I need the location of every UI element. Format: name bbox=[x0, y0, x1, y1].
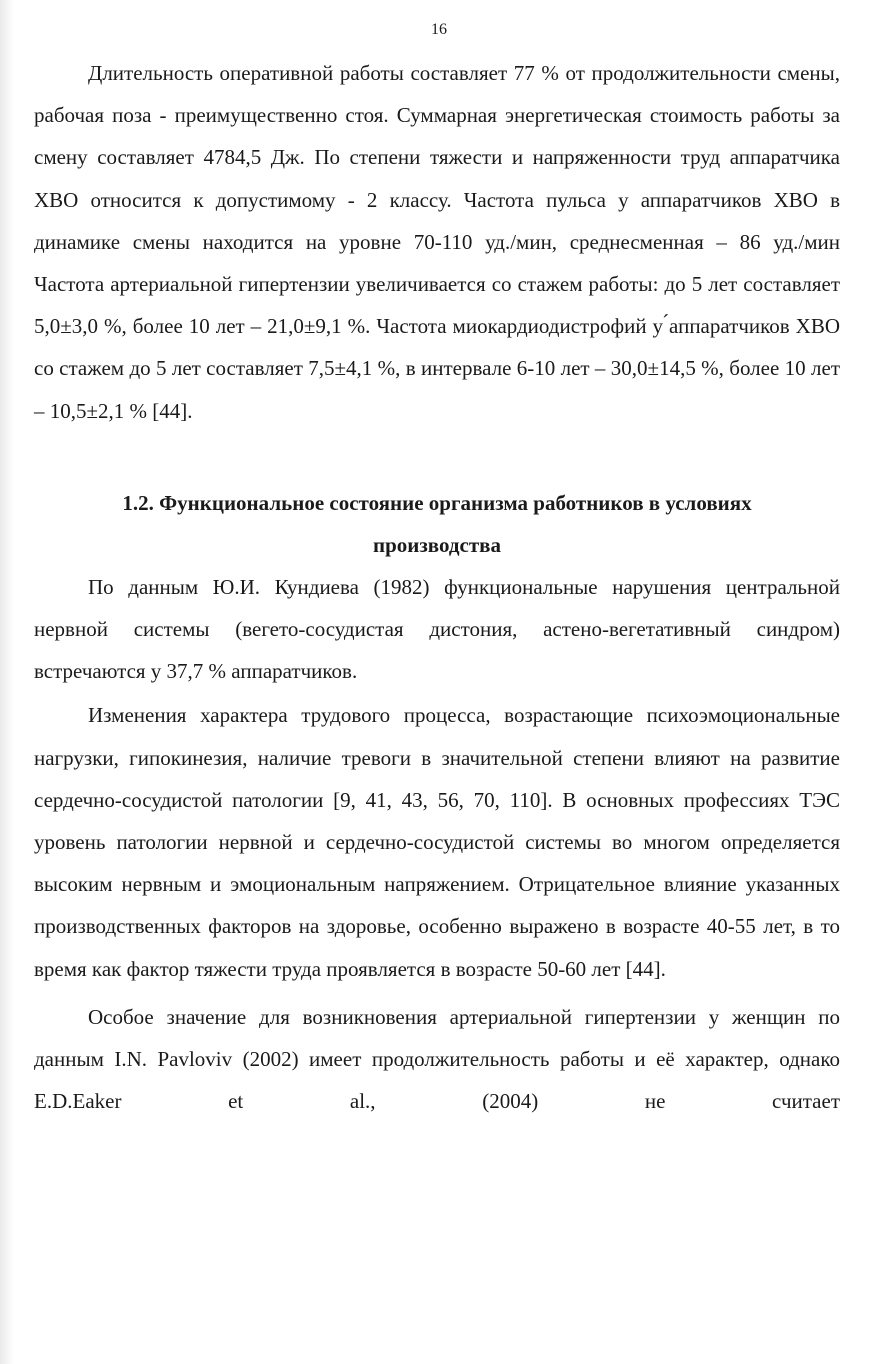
page-number: 16 bbox=[431, 21, 447, 38]
paragraph-operational-work: Длительность оперативной работы составляет 77 % от продолжительности смены, рабочая поза - преимущественно стоя. Суммарная энергетическая стоимость работы за смену составляет 4784,5 Дж. По степени тяжести и напряженности труд аппаратчика ХВО относится к допустимому - 2 классу. Частота пульса у аппаратчиков ХВО в динамике смены находится на уровне 70-110 уд./мин, среднесменная – 86 уд./мин Частота артериальной гипертензии увеличивается со стажем работы: до 5 лет составляет 5,0±3,0 %, более 10 лет – 21,0±9,1 %. Частота миокардиодистрофий у ́аппаратчиков ХВО со стажем до 5 лет составляет 7,5±4,1 %, в интервале 6-10 лет – 30,0±14,5 %, более 10 лет – 10,5±2,1 % [44]. bbox=[34, 61, 840, 423]
section-heading-line-1: 1.2. Функциональное состояние организма работников в условиях bbox=[122, 490, 752, 515]
scan-shadow-edge bbox=[0, 0, 14, 1364]
paragraph-work-process-changes: Изменения характера трудового процесса, возрастающие психоэмоциональные нагрузки, гипокинезия, наличие тревоги в значительной степени влияют на развитие сердечно-сосудистой патологии [9, 41, 43, 56, 70, 110]. В основных профессиях ТЭС уровень патологии нервной и сердечно-сосудистой системы во многом определяется высоким нервным и эмоциональным напряжением. Отрицательное влияние указанных производственных факторов на здоровье, особенно выражено в возрасте 40-55 лет, в то время как фактор тяжести труда проявляется в возрасте 50-60 лет [44]. bbox=[34, 703, 840, 981]
page-content bbox=[34, 52, 840, 1122]
section-heading-line-2: производства bbox=[372, 532, 501, 557]
paragraph-hypertension-women: Особое значение для возникновения артериальной гипертензии у женщин по данным I.N. Pavloviv (2002) имеет продолжительность работы и её характер, однако E.D.Eaker et al., (2004) не считает bbox=[34, 1004, 840, 1114]
paragraph-kundiev-data: По данным Ю.И. Кундиева (1982) функциональные нарушения центральной нервной системы (вегето-сосудистая дистония, астено-вегетативный синдром) встречаются у 37,7 % аппаратчиков. bbox=[34, 574, 840, 684]
section-heading bbox=[34, 482, 840, 566]
